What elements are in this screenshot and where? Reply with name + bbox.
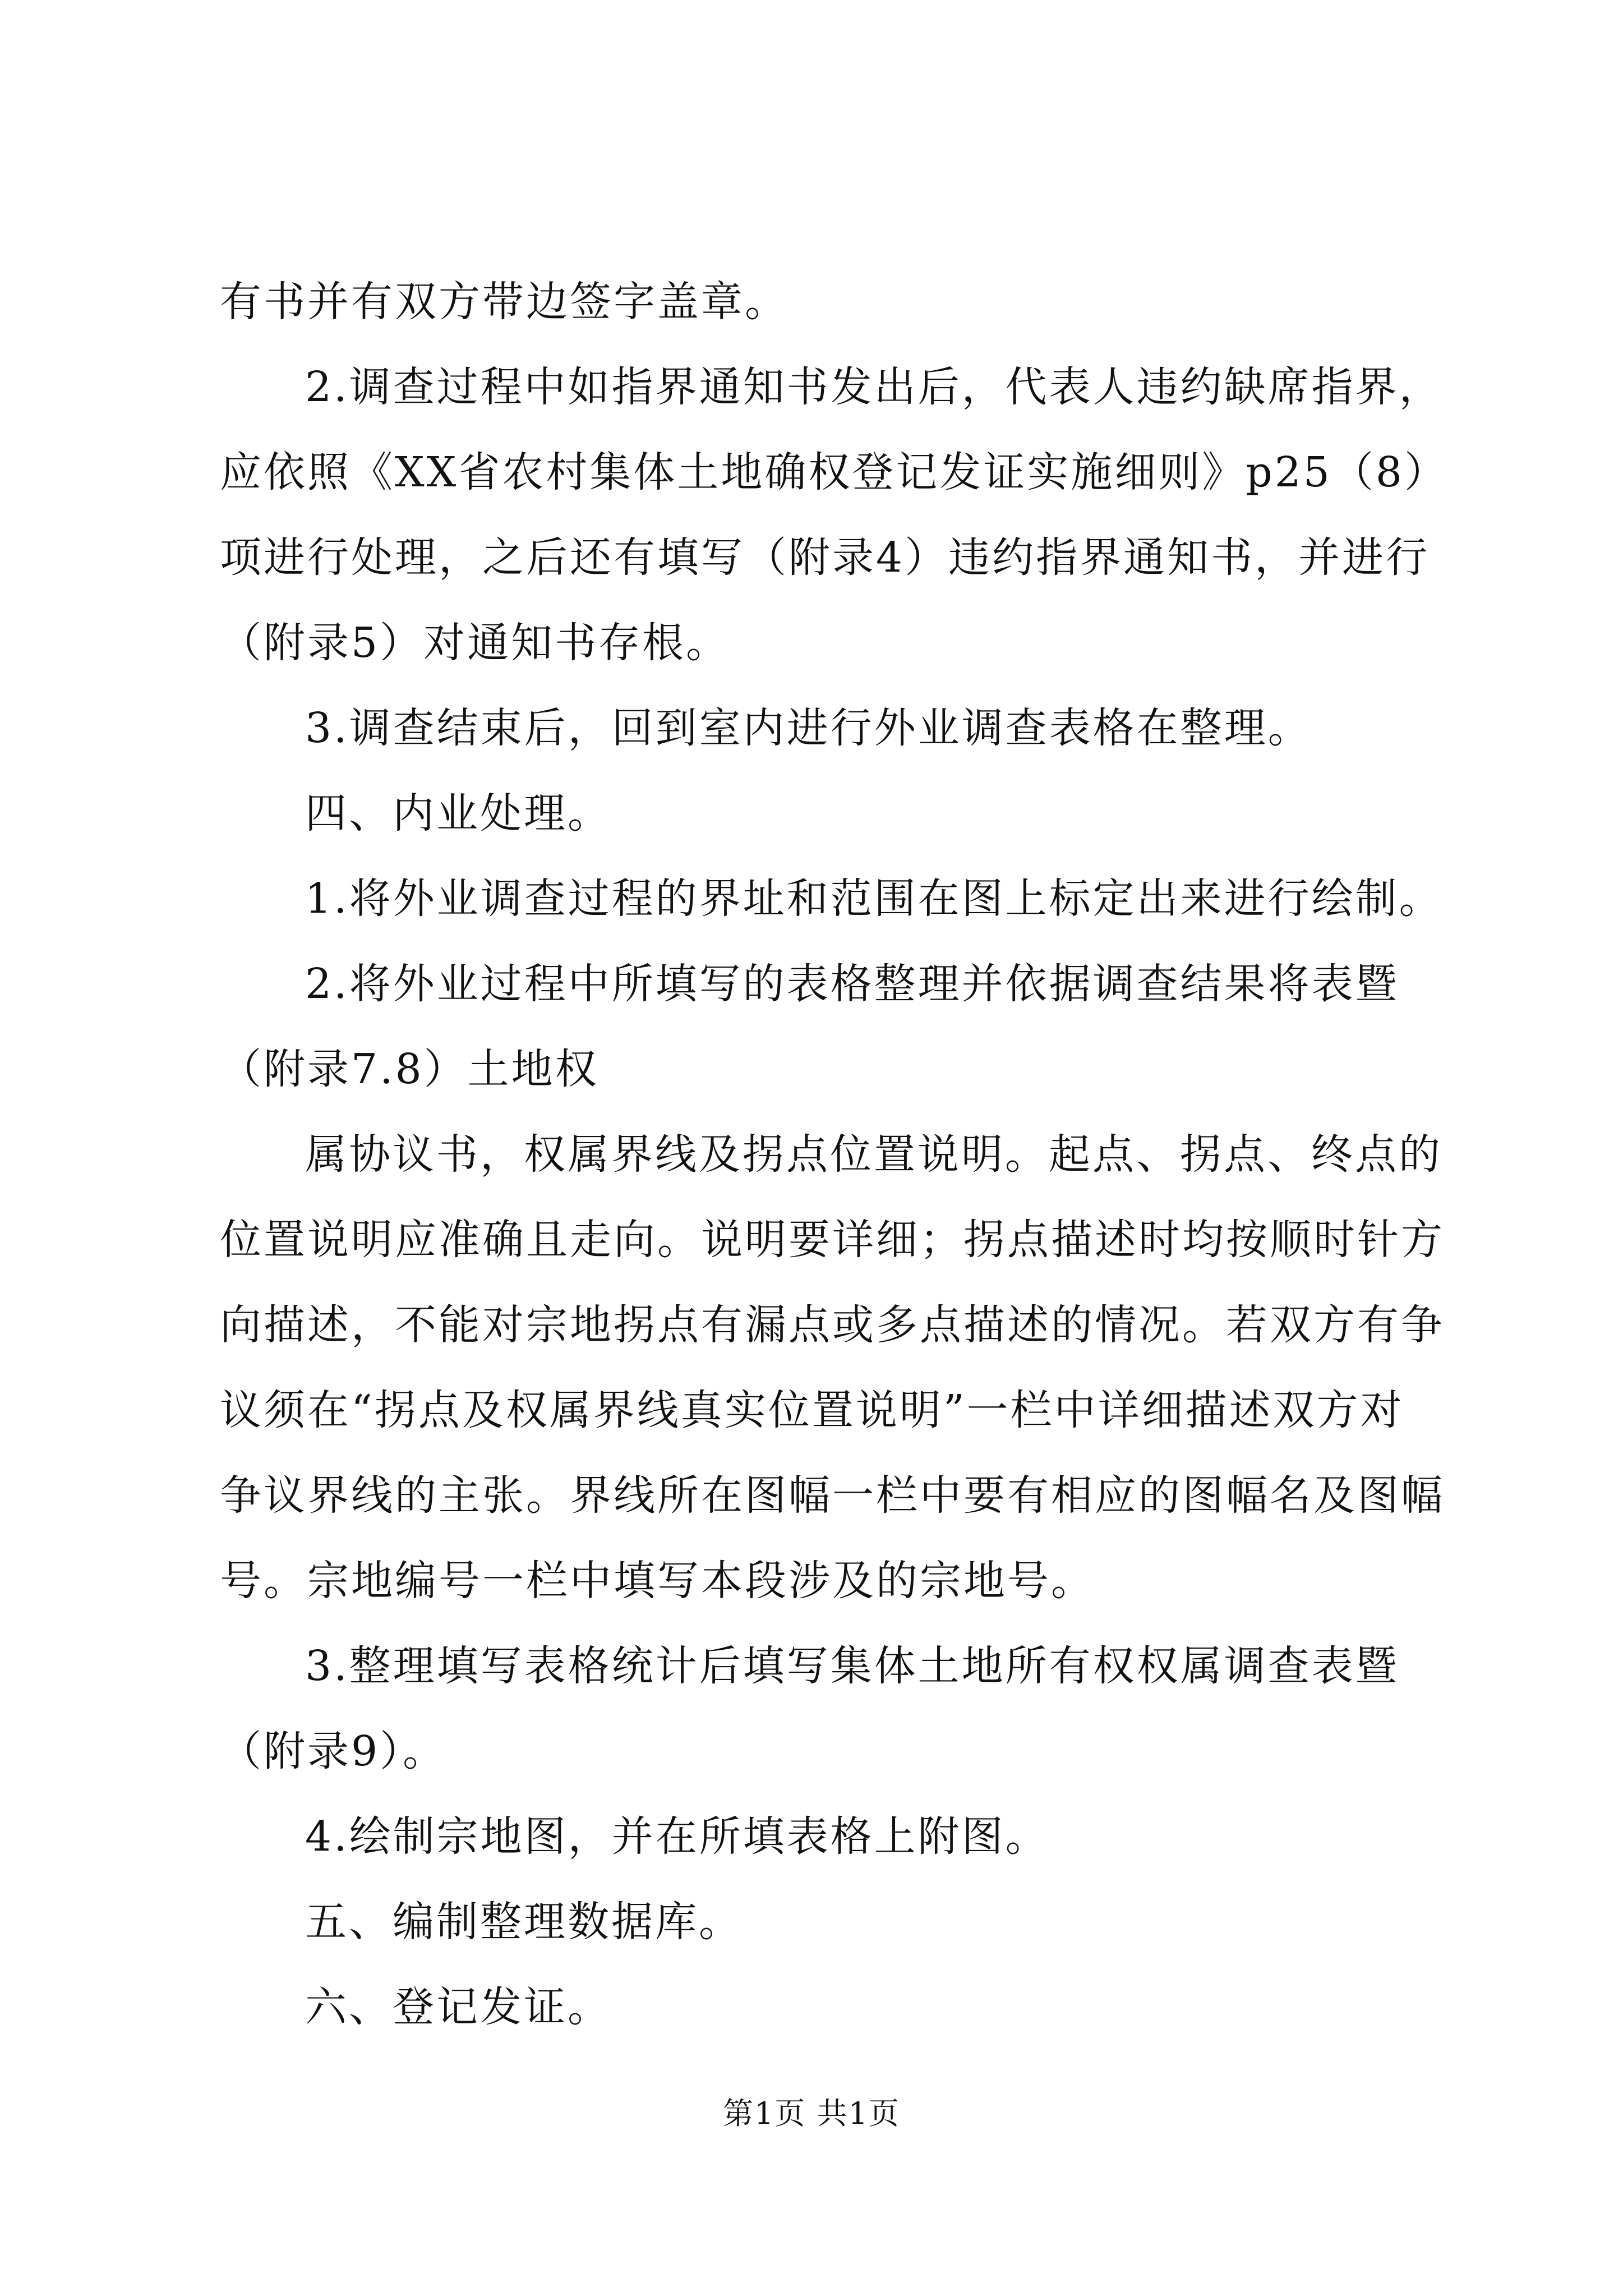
text-line: 议须在“拐点及权属界线真实位置说明”一栏中详细描述双方对 [220,1386,1404,1434]
text-line: 属协议书，权属界线及拐点位置说明。起点、拐点、终点的 [305,1130,1442,1179]
text-line: 向描述，不能对宗地拐点有漏点或多点描述的情况。若双方有争 [220,1301,1445,1349]
text-line: 项进行处理，之后还有填写（附录4）违约指界通知书，并进行 [220,533,1430,582]
text-line: 1.将外业调查过程的界址和范围在图上标定出来进行绘制。 [305,875,1443,923]
text-line: 应依照《XX省农村集体土地确权登记发证实施细则》p25（8） [220,448,1448,496]
text-line: 有书并有双方带边签字盖章。 [220,278,789,326]
document-body [220,259,1448,2050]
page-footer: 第1页 共1页 [723,2096,900,2131]
text-line: （附录7.8）土地权 [220,1045,599,1093]
text-line: （附录5）对通知书存根。 [220,619,730,667]
text-line: 3.整理填写表格统计后填写集体土地所有权权属调查表暨 [305,1642,1399,1690]
text-line: 2.调查过程中如指界通知书发出后，代表人违约缺席指界， [305,363,1443,411]
text-line: （附录9）。 [220,1727,447,1775]
text-line: 六、登记发证。 [305,1983,611,2031]
text-line: 四、内业处理。 [305,789,611,838]
text-line: 号。宗地编号一栏中填写本段涉及的宗地号。 [220,1557,1095,1605]
text-line: 争议界线的主张。界线所在图幅一栏中要有相应的图幅名及图幅 [220,1471,1445,1520]
text-line: 4.绘制宗地图，并在所填表格上附图。 [305,1812,1049,1861]
text-line: 2.将外业过程中所填写的表格整理并依据调查结果将表暨 [305,960,1399,1008]
text-line: 五、编制整理数据库。 [305,1898,743,1946]
text-line: 位置说明应准确且走向。说明要详细；拐点描述时均按顺时针方 [220,1216,1445,1264]
text-line: 3.调查结束后，回到室内进行外业调查表格在整理。 [305,704,1312,752]
